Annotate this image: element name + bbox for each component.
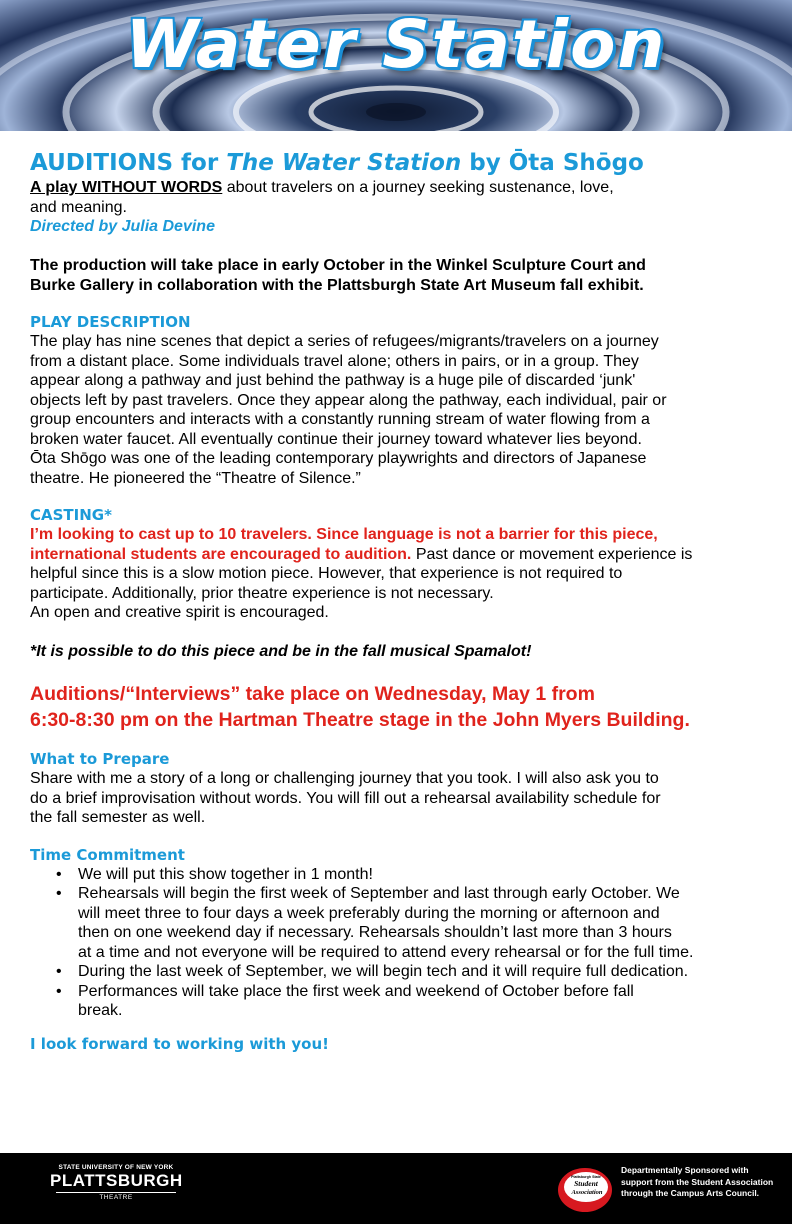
play-description-text: The play has nine scenes that depict a series of refugees/migrants/travelers on a journey from a distant place. Some individuals travel alone; others in pairs, or in a group. They appear along a pathway and just behind the pathway is a huge pile of discarded ‘junk' objects left by past travelers. Once they appear along the pathway, each individual, pair or group encounters and interacts with a constantly running stream of water flowing from a broken water faucet. All eventually continue their journey toward whatever lies beyond. Ōta Shōgo was one of the leading contemporary playwrights and directors of Japanese theatre. He pioneered the “Theatre of Silence.” [30,333,667,487]
director-credit: Directed by Julia Devine [30,218,215,235]
list-item: • Performances will take place the first week and weekend of October before fall break. [30,982,770,1021]
production-line-1: The production will take place in early October in the Winkel Sculpture Court and [30,257,646,274]
svg-text:Plattsburgh State: Plattsburgh State [571,1175,601,1179]
student-association-logo [556,1163,614,1215]
page-title: AUDITIONS for The Water Station by Ōta Shōgo [30,150,644,176]
spamalot-note: *It is possible to do this piece and be in the fall musical Spamalot! [30,642,532,660]
plattsburgh-theatre-logo: STATE UNIVERSITY OF NEW YORK PLATTSBURGH THEATRE [50,1164,183,1201]
intro-line-2: and meaning. [30,198,127,216]
list-item: • Rehearsals will begin the first week of September and last through early October. We will meet three to four days a week preferably during the morning or afternoon and then on one weekend day if necessary. Rehearsals shouldn’t last more than 3 hours at a time and not everyone will be required to attend every rehearsal or for the full time. [30,884,770,962]
closing-message: I look forward to working with you! [30,1034,330,1053]
time-commitment-list [30,865,770,1021]
what-to-prepare-heading: What to Prepare [30,750,170,768]
header-banner [0,0,792,131]
time-commitment-heading: Time Commitment [30,845,185,864]
production-line-2: Burke Gallery in collaboration with the Plattsburgh State Art Museum fall exhibit. [30,276,644,294]
svg-text:Association: Association [571,1189,603,1196]
no-words-emphasis: A play WITHOUT WORDS [30,179,223,196]
casting-text: I’m looking to cast up to 10 travelers. Since language is not a barrier for this piece, international students are encouraged to audition. Past dance or movement experience is helpful since this is a slow motion piece. However, that experience is not required to participate. Additionally, prior theatre experience is not necessary. An open and creative spirit is encouraged. [30,526,693,621]
play-description-heading: PLAY DESCRIPTION [30,313,191,331]
main-content [30,148,770,1054]
svg-text:Student: Student [574,1179,598,1188]
intro-line-1: A play WITHOUT WORDS about travelers on a journey seeking sustenance, love, [30,179,614,196]
list-item: • During the last week of September, we will begin tech and it will require full dedication. [30,962,770,982]
sponsor-note: Departmentally Sponsored with support from the Student Association through the Campus Arts Council. [621,1165,774,1198]
banner-title: Water Station [125,6,667,83]
list-item: • We will put this show together in 1 month! [30,865,770,885]
casting-heading: CASTING* [30,506,112,524]
audition-details: Auditions/“Interviews” take place on Wednesday, May 1 from 6:30-8:30 pm on the Hartman Theatre stage in the John Myers Building. [30,683,690,731]
what-to-prepare-text: Share with me a story of a long or challenging journey that you took. I will also ask you to do a brief improvisation without words. You will fill out a rehearsal availability schedule for the fall semester as well. [30,770,661,826]
footer [0,1153,792,1224]
